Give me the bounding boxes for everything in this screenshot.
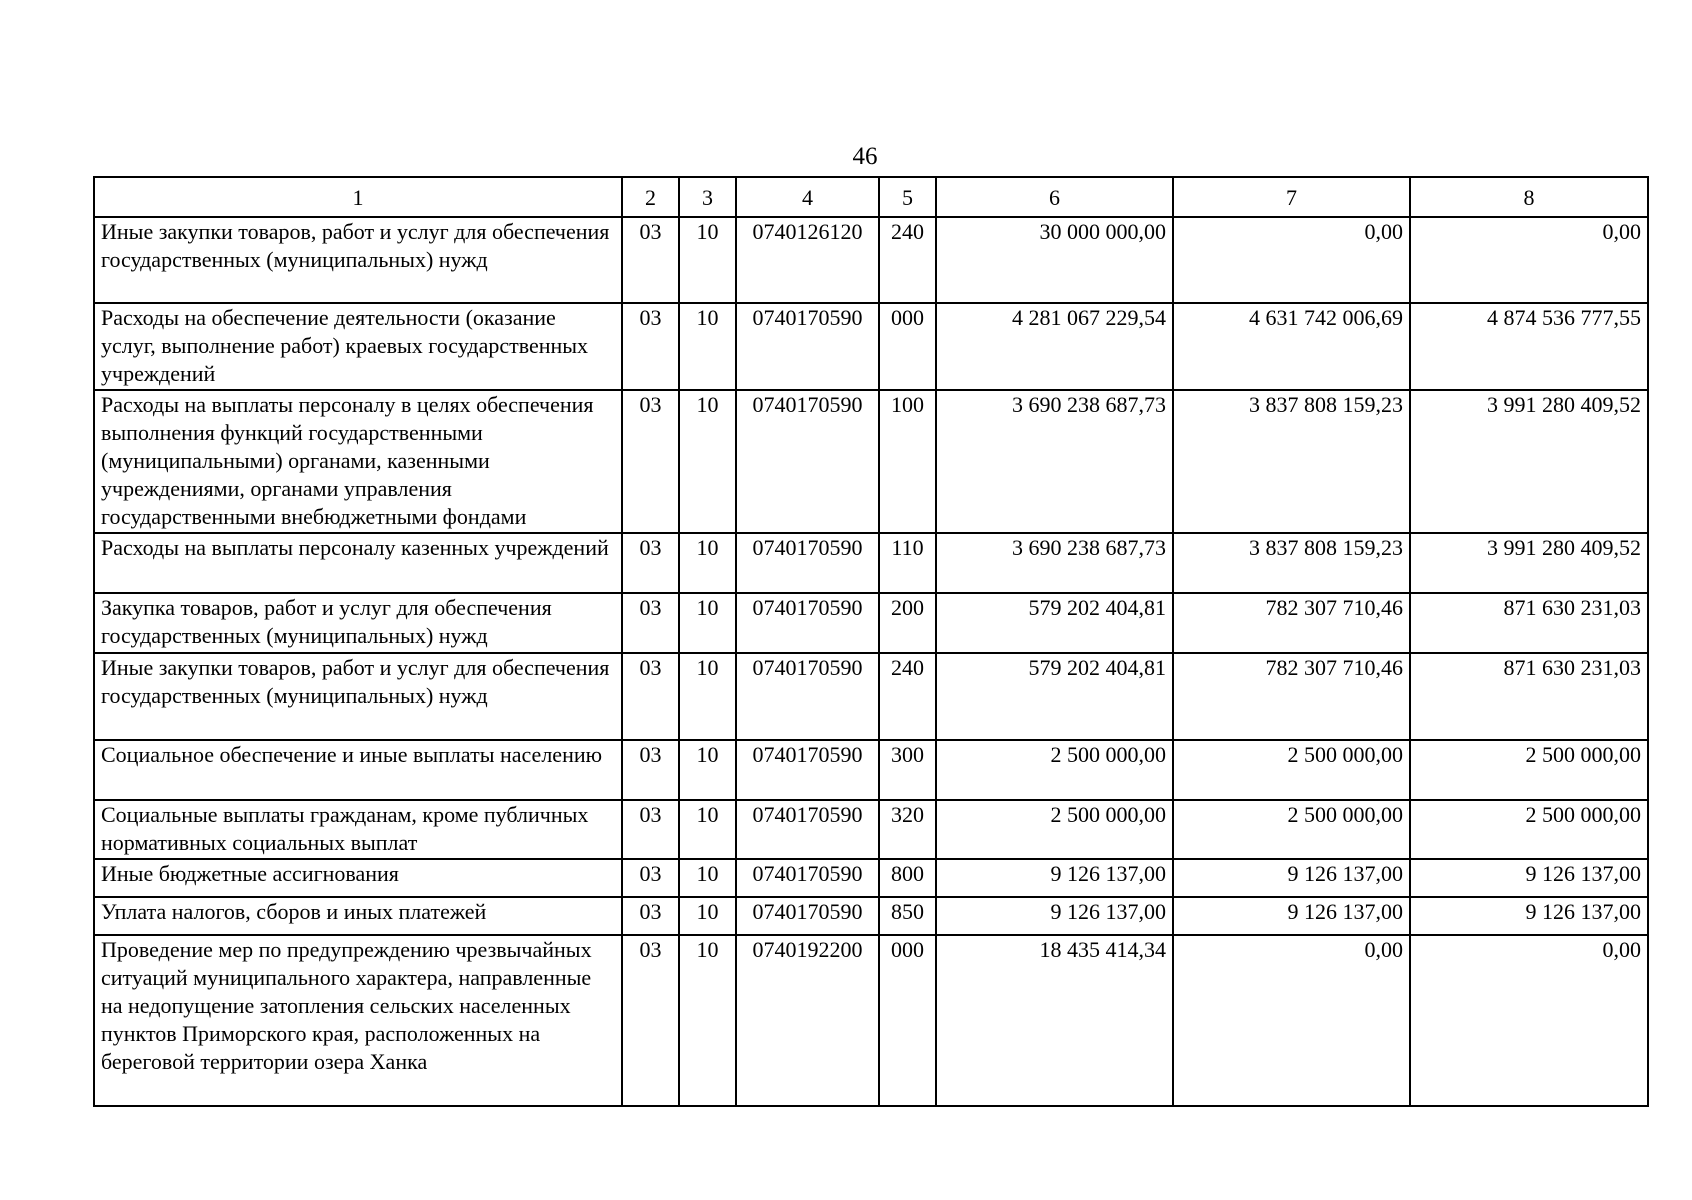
amount-col-8: 9 126 137,00	[1410, 897, 1648, 935]
amount-col-8: 871 630 231,03	[1410, 593, 1648, 653]
amount-col-7: 2 500 000,00	[1173, 800, 1410, 859]
amount-col-6: 579 202 404,81	[936, 593, 1173, 653]
row-description: Иные закупки товаров, работ и услуг для обеспечения государственных (муниципальных) нужд	[94, 217, 622, 303]
table-row	[94, 303, 1648, 390]
subsection-code: 10	[679, 740, 736, 800]
table-row	[94, 800, 1648, 859]
subsection-code: 10	[679, 390, 736, 533]
amount-col-6: 9 126 137,00	[936, 859, 1173, 897]
expense-type-code: 100	[879, 390, 936, 533]
expense-type-code: 300	[879, 740, 936, 800]
amount-col-7: 9 126 137,00	[1173, 897, 1410, 935]
column-header: 5	[879, 177, 936, 217]
amount-col-6: 4 281 067 229,54	[936, 303, 1173, 390]
column-header: 7	[1173, 177, 1410, 217]
subsection-code: 10	[679, 935, 736, 1106]
section-code: 03	[622, 217, 679, 303]
target-item-code: 0740170590	[736, 897, 879, 935]
amount-col-6: 2 500 000,00	[936, 740, 1173, 800]
table-row	[94, 390, 1648, 533]
section-code: 03	[622, 897, 679, 935]
expense-type-code: 000	[879, 935, 936, 1106]
target-item-code: 0740170590	[736, 740, 879, 800]
table-row	[94, 653, 1648, 740]
section-code: 03	[622, 935, 679, 1106]
section-code: 03	[622, 593, 679, 653]
page-number: 46	[852, 143, 878, 170]
column-header: 2	[622, 177, 679, 217]
amount-col-7: 3 837 808 159,23	[1173, 390, 1410, 533]
subsection-code: 10	[679, 593, 736, 653]
target-item-code: 0740170590	[736, 859, 879, 897]
budget-table	[93, 176, 1649, 1107]
target-item-code: 0740170590	[736, 390, 879, 533]
amount-col-8: 2 500 000,00	[1410, 740, 1648, 800]
expense-type-code: 320	[879, 800, 936, 859]
subsection-code: 10	[679, 303, 736, 390]
amount-col-7: 0,00	[1173, 217, 1410, 303]
expense-type-code: 000	[879, 303, 936, 390]
expense-type-code: 240	[879, 653, 936, 740]
amount-col-7: 9 126 137,00	[1173, 859, 1410, 897]
expense-type-code: 110	[879, 533, 936, 593]
column-header: 1	[94, 177, 622, 217]
amount-col-7: 2 500 000,00	[1173, 740, 1410, 800]
section-code: 03	[622, 800, 679, 859]
target-item-code: 0740170590	[736, 653, 879, 740]
column-header: 3	[679, 177, 736, 217]
target-item-code: 0740126120	[736, 217, 879, 303]
row-description: Социальные выплаты гражданам, кроме публичных нормативных социальных выплат	[94, 800, 622, 859]
amount-col-7: 782 307 710,46	[1173, 653, 1410, 740]
amount-col-6: 3 690 238 687,73	[936, 533, 1173, 593]
amount-col-8: 4 874 536 777,55	[1410, 303, 1648, 390]
section-code: 03	[622, 653, 679, 740]
amount-col-8: 3 991 280 409,52	[1410, 533, 1648, 593]
row-description: Расходы на обеспечение деятельности (оказание услуг, выполнение работ) краевых государственных учреждений	[94, 303, 622, 390]
amount-col-8: 871 630 231,03	[1410, 653, 1648, 740]
row-description: Иные закупки товаров, работ и услуг для обеспечения государственных (муниципальных) нужд	[94, 653, 622, 740]
section-code: 03	[622, 859, 679, 897]
row-description: Уплата налогов, сборов и иных платежей	[94, 897, 622, 935]
row-description: Проведение мер по предупреждению чрезвычайных ситуаций муниципального характера, направленные на недопущение затопления сельских населенных пунктов Приморского края, расположенных на береговой территории озера Ханка	[94, 935, 622, 1106]
amount-col-7: 4 631 742 006,69	[1173, 303, 1410, 390]
row-description: Расходы на выплаты персоналу казенных учреждений	[94, 533, 622, 593]
amount-col-6: 2 500 000,00	[936, 800, 1173, 859]
section-code: 03	[622, 303, 679, 390]
expense-type-code: 200	[879, 593, 936, 653]
amount-col-6: 18 435 414,34	[936, 935, 1173, 1106]
amount-col-7: 0,00	[1173, 935, 1410, 1106]
table-row	[94, 935, 1648, 1106]
row-description: Иные бюджетные ассигнования	[94, 859, 622, 897]
expense-type-code: 800	[879, 859, 936, 897]
row-description: Социальное обеспечение и иные выплаты населению	[94, 740, 622, 800]
subsection-code: 10	[679, 653, 736, 740]
section-code: 03	[622, 533, 679, 593]
amount-col-6: 30 000 000,00	[936, 217, 1173, 303]
table-row	[94, 897, 1648, 935]
table-row	[94, 593, 1648, 653]
target-item-code: 0740170590	[736, 303, 879, 390]
subsection-code: 10	[679, 897, 736, 935]
expense-type-code: 240	[879, 217, 936, 303]
table-row	[94, 859, 1648, 897]
table-row	[94, 533, 1648, 593]
section-code: 03	[622, 740, 679, 800]
target-item-code: 0740170590	[736, 593, 879, 653]
row-description: Расходы на выплаты персоналу в целях обеспечения выполнения функций государственными (муниципальными) органами, казенными учреждениями, органами управления государственными внебюджетными фондами	[94, 390, 622, 533]
column-header: 8	[1410, 177, 1648, 217]
amount-col-6: 3 690 238 687,73	[936, 390, 1173, 533]
table-header-row	[94, 177, 1648, 217]
amount-col-7: 3 837 808 159,23	[1173, 533, 1410, 593]
row-description: Закупка товаров, работ и услуг для обеспечения государственных (муниципальных) нужд	[94, 593, 622, 653]
subsection-code: 10	[679, 217, 736, 303]
subsection-code: 10	[679, 800, 736, 859]
target-item-code: 0740170590	[736, 800, 879, 859]
subsection-code: 10	[679, 533, 736, 593]
amount-col-8: 0,00	[1410, 935, 1648, 1106]
column-header: 6	[936, 177, 1173, 217]
amount-col-6: 579 202 404,81	[936, 653, 1173, 740]
subsection-code: 10	[679, 859, 736, 897]
amount-col-8: 2 500 000,00	[1410, 800, 1648, 859]
table-row	[94, 217, 1648, 303]
amount-col-8: 0,00	[1410, 217, 1648, 303]
expense-type-code: 850	[879, 897, 936, 935]
amount-col-8: 9 126 137,00	[1410, 859, 1648, 897]
column-header: 4	[736, 177, 879, 217]
section-code: 03	[622, 390, 679, 533]
amount-col-6: 9 126 137,00	[936, 897, 1173, 935]
amount-col-7: 782 307 710,46	[1173, 593, 1410, 653]
target-item-code: 0740192200	[736, 935, 879, 1106]
table-row	[94, 740, 1648, 800]
amount-col-8: 3 991 280 409,52	[1410, 390, 1648, 533]
target-item-code: 0740170590	[736, 533, 879, 593]
